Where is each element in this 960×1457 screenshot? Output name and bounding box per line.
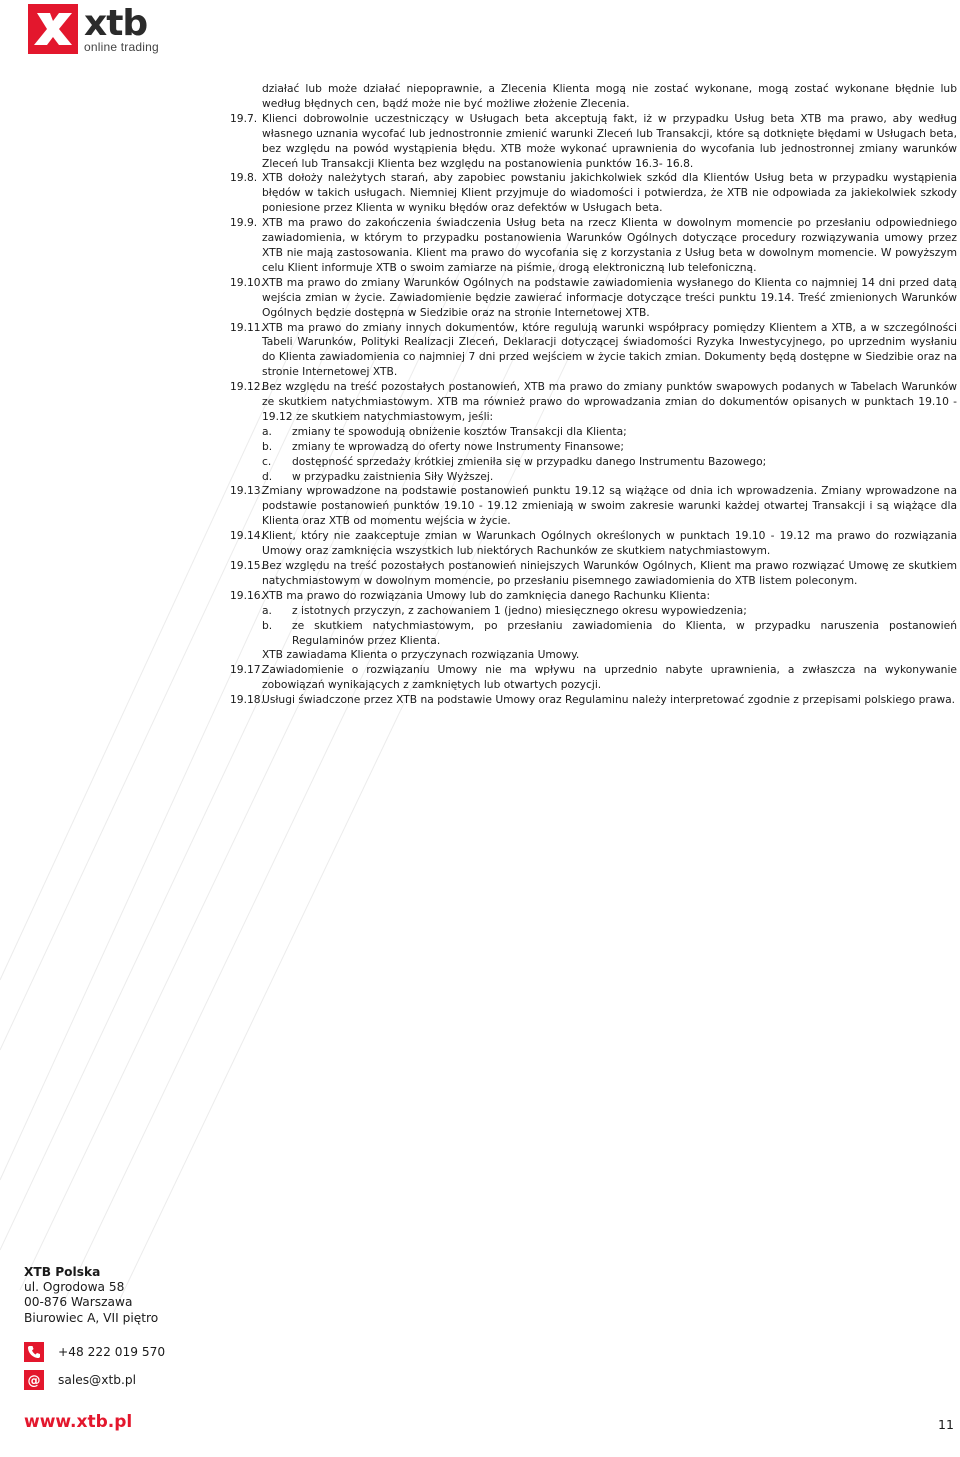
paragraph-19-11 (230, 321, 957, 381)
continuation-text: działać lub może działać niepoprawnie, a Zlecenia Klienta mogą nie zostać wykonane, mogą zostać wykonane błędnie lub według błędnych cen, bądź może nie być możliwe złożenie Zlecenia. (262, 82, 957, 110)
paragraph-number: 19.12. (230, 380, 264, 394)
list-text: zmiany te wprowadzą do oferty nowe Instrumenty Finansowe; (292, 439, 624, 453)
paragraph-19-8 (230, 171, 957, 216)
list-letter: b. (262, 618, 273, 632)
list-item (262, 425, 957, 440)
paragraph-number: 19.9. (230, 216, 258, 230)
list-text: w przypadku zaistnienia Siły Wyższej. (292, 469, 494, 483)
list-text: dostępność sprzedaży krótkiej zmieniła się w przypadku danego Instrumentu Bazowego; (292, 454, 767, 468)
list-item (262, 604, 957, 619)
paragraph-number: 19.8. (230, 171, 258, 185)
list-item (262, 455, 957, 470)
paragraph-19-16 (230, 589, 957, 664)
paragraph-19-15 (230, 559, 957, 589)
address-line: ul. Ogrodowa 58 (24, 1280, 125, 1295)
email-address[interactable]: sales@xtb.pl (58, 1373, 136, 1387)
phone-contact (24, 1342, 165, 1362)
paragraph-number: 19.13. (230, 484, 264, 498)
list-text: zmiany te spowodują obniżenie kosztów Transakcji dla Klienta; (292, 424, 627, 438)
paragraph-text: Usługi świadczone przez XTB na podstawie Umowy oraz Regulaminu należy interpretować zgodnie z przepisami polskiego prawa. (262, 693, 956, 707)
phone-number[interactable]: +48 222 019 570 (58, 1345, 166, 1359)
paragraph-text: Zmiany wprowadzone na podstawie postanowień punktu 19.12 są wiążące od dnia ich wprowadzenia. Zmiany wprowadzone na podstawie postanowień punktów 19.10 - 19.12 zmieniają w swoim zakresie warunki każdej otwartej Transakcji i są wiążące dla Klienta oraz XTB od momentu wejścia w życie. (262, 484, 957, 528)
paragraph-number: 19.16. (230, 588, 264, 602)
list-text: z istotnych przyczyn, z zachowaniem 1 (jedno) miesięcznego okresu wypowiedzenia; (292, 603, 747, 617)
phone-icon (24, 1342, 44, 1362)
at-sign-icon (24, 1370, 44, 1390)
paragraph-number: 19.18. (230, 693, 264, 707)
brand-name: xtb (84, 3, 148, 44)
email-contact (24, 1370, 136, 1390)
paragraph-number: 19.11. (230, 320, 264, 334)
paragraph-19-9 (230, 216, 957, 276)
paragraph-19-13 (230, 484, 957, 529)
xtb-x-logo-icon (28, 4, 78, 54)
paragraph-19-14 (230, 529, 957, 559)
paragraph-19-7 (230, 112, 957, 172)
page-number: 11 (938, 1417, 954, 1432)
paragraph-text: XTB dołoży należytych starań, aby zapobiec powstaniu jakichkolwiek szkód dla Klientów Usług beta w przypadku wystąpienia błędów w takich usługach. Niemniej Klient przyjmuje do wiadomości i potwierdza, że XTB nie odpowiada za jakiekolwiek szkody poniesione przez Klienta w wyniku błędów oraz defektów w Usługach beta. (262, 171, 957, 215)
paragraph-number: 19.10. (230, 275, 264, 289)
list-letter: a. (262, 603, 272, 617)
website-link[interactable]: www.xtb.pl (24, 1412, 133, 1432)
paragraph-19-17 (230, 663, 957, 693)
brand-tagline: online trading (84, 40, 159, 54)
paragraph-text: XTB ma prawo do zmiany Warunków Ogólnych na podstawie zawiadomienia wysłanego do Klienta co najmniej 14 dni przed datą wejścia zmian w życie. Zawiadomienie będzie zawierać informacje dotyczące treści punktu 19.14. Treść zmienionych Warunków Ogólnych będzie dostępna w Siedzibie oraz na stronie Internetowej XTB. (262, 275, 957, 319)
company-name: XTB Polska (24, 1265, 101, 1279)
paragraph-text: XTB ma prawo do zmiany innych dokumentów, które regulują warunki współpracy pomiędzy Klientem a XTB, a w szczególności Tabeli Warunków, Polityki Realizacji Zleceń, Deklaracji dotyczącej świadomości Ryzyka Inwestycyjnego, po uprzednim wysłaniu do Klienta zawiadomienia co najmniej 7 dni przed wejściem w życie takich zmian. Dokumenty będą dostępne w Siedzibie oraz na stronie Internetowej XTB. (262, 320, 957, 379)
paragraph-text: Bez względu na treść pozostałych postanowień niniejszych Warunków Ogólnych, Klient ma prawo rozwiązać Umowę ze skutkiem natychmiastowym w dowolnym momencie, po przesłaniu pisemnego zawiadomienia do XTB listem poleconym. (262, 559, 957, 587)
list-letter: a. (262, 424, 272, 438)
list-letter: c. (262, 454, 272, 468)
paragraph-text: Bez względu na treść pozostałych postanowień, XTB ma prawo do zmiany punktów swapowych podanych w Tabelach Warunków ze skutkiem natychmiastowym. XTB ma również prawo do wprowadzania zmian do dokumentów opisanych w punktach 19.10 - 19.12 ze skutkiem natychmiastowym, jeśli: (262, 380, 957, 423)
address-line: Biurowiec A, VII piętro (24, 1310, 159, 1325)
list-letter: b. (262, 439, 273, 453)
paragraph-number: 19.14. (230, 529, 264, 543)
paragraph-text: Zawiadomienie o rozwiązaniu Umowy nie ma wpływu na uprzednio nabyte uprawnienia, a zwłaszcza na wykonywanie zobowiązań wynikających z zamkniętych lub otwartych pozycji. (262, 663, 957, 692)
paragraph-number: 19.7. (230, 111, 258, 125)
list-text: ze skutkiem natychmiastowym, po przesłaniu zawiadomienia do Klienta, w przypadku naruszenia postanowień Regulaminów przez Klienta. (292, 618, 957, 647)
paragraph-text: Klient, który nie zaakceptuje zmian w Warunkach Ogólnych określonych w punktach 19.10 - 19.12 ma prawo do rozwiązania Umowy oraz zamknięcia wszystkich lub niektórych Rachunków ze skutkiem natychmiastowym. (262, 529, 957, 558)
paragraph-19-10 (230, 276, 957, 321)
paragraph-number: 19.15. (230, 559, 264, 572)
xtb-logo (28, 4, 159, 56)
document-body (230, 82, 957, 708)
paragraph-text: Klienci dobrowolnie uczestniczący w Usługach beta akceptują fakt, iż w przypadku Usług beta XTB ma prawo, aby według własnego uznania wycofać lub jednostronnie zmienić warunki Zleceń lub Transakcji, które są dotknięte błędami w Usługach beta, bez względu na powód wystąpienia błędu. XTB może wykonać uprawnienia do wycofania lub jednostronnej zmiany warunków Zleceń lub Transakcji Klienta bez względu na postanowienia punktów 16.3- 16.8. (262, 111, 957, 170)
list-letter: d. (262, 469, 273, 483)
svg-text:@: @ (27, 1373, 41, 1389)
paragraph-text: XTB ma prawo do rozwiązania Umowy lub do zamknięcia danego Rachunku Klienta: (262, 588, 711, 602)
address-line: 00-876 Warszawa (24, 1295, 133, 1310)
paragraph-number: 19.17. (230, 663, 264, 677)
list-item (262, 619, 957, 649)
paragraph-note: XTB zawiadama Klienta o przyczynach rozwiązania Umowy. (262, 648, 580, 662)
paragraph-19-18 (230, 693, 957, 708)
list-item (262, 470, 957, 485)
list-item (262, 440, 957, 455)
paragraph-19-12 (230, 380, 957, 484)
paragraph-text: XTB ma prawo do zakończenia świadczenia Usług beta na rzecz Klienta w dowolnym momencie po przesłaniu odpowiedniego zawiadomienia, w którym to przypadku postanowienia Warunków Ogólnych dotyczące procedury rozwiązywania umowy przez XTB nie mają zastosowania. Klient ma prawo do wycofania się z korzystania z Usług beta w dowolnym momencie. W powyższym celu Klient informuje XTB o swoim zamiarze na piśmie, drogą elektroniczną lub telefoniczną. (262, 216, 957, 274)
company-address (24, 1265, 324, 1326)
